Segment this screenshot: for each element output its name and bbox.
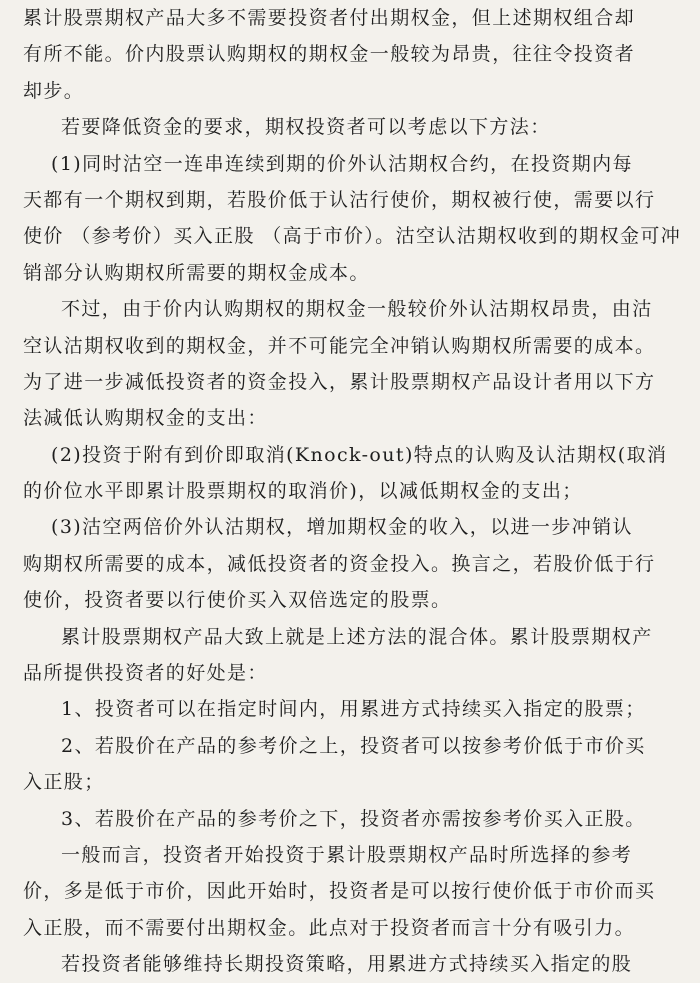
text-line: 使价 （参考价）买入正股 （高于市价）。沽空认沽期权收到的期权金可冲 <box>23 225 682 248</box>
text-line: 若要降低资金的要求，期权投资者可以考虑以下方法： <box>61 116 551 139</box>
text-line: 不过，由于价内认购期权的期权金一般较价外认沽期权昂贵，由沽 <box>61 298 653 321</box>
body-text <box>23 0 682 983</box>
text-line: 累计股票期权产品大致上就是上述方法的混合体。累计股票期权产 <box>61 625 653 648</box>
text-line: 的价位水平即累计股票期权的取消价)，以减低期权金的支出； <box>23 480 583 503</box>
text-line: 1、投资者可以在指定时间内，用累进方式持续买入指定的股票； <box>61 698 646 721</box>
text-line: 法减低认购期权金的支出： <box>23 407 268 430</box>
text-line: (1)同时沽空一连串连续到期的价外认沽期权合约，在投资期内每 <box>51 152 633 175</box>
text-line: 若投资者能够维持长期投资策略，用累进方式持续买入指定的股 <box>61 953 633 976</box>
text-line: 价，多是低于市价，因此开始时，投资者是可以按行使价低于市价而买 <box>23 880 656 903</box>
text-line: 入正股，而不需要付出期权金。此点对于投资者而言十分有吸引力。 <box>23 916 636 939</box>
text-line: (3)沽空两倍价外认沽期权，增加期权金的收入，以进一步冲销认 <box>51 516 633 539</box>
text-line: 有所不能。价内股票认购期权的期权金一般较为昂贵，往往令投资者 <box>23 43 636 66</box>
text-line: 天都有一个期权到期，若股价低于认沽行使价，期权被行使，需要以行 <box>23 188 656 211</box>
text-line: 品所提供投资者的好处是： <box>23 662 268 685</box>
text-line: 使价，投资者要以行使价买入双倍选定的股票。 <box>23 589 452 612</box>
text-line: 却步。 <box>23 79 85 102</box>
text-line: (2)投资于附有到价即取消(Knock-out)特点的认购及认沽期权(取消 <box>51 443 668 466</box>
text-line: 购期权所需要的成本，减低投资者的资金投入。换言之，若股价低于行 <box>23 552 656 575</box>
text-line: 3、若股价在产品的参考价之下，投资者亦需按参考价买入正股。 <box>61 807 646 830</box>
text-line: 销部分认购期权所需要的期权金成本。 <box>23 261 370 284</box>
text-line: 入正股； <box>23 771 105 794</box>
text-line: 空认沽期权收到的期权金，并不可能完全冲销认购期权所需要的成本。 <box>23 334 656 357</box>
text-line: 为了进一步减低投资者的资金投入，累计股票期权产品设计者用以下方 <box>23 370 656 393</box>
text-line: 累计股票期权产品大多不需要投资者付出期权金，但上述期权组合却 <box>23 7 636 29</box>
text-line: 一般而言，投资者开始投资于累计股票期权产品时所选择的参考 <box>61 843 633 866</box>
text-line: 2、若股价在产品的参考价之上，投资者可以按参考价低于市价买 <box>61 734 646 757</box>
